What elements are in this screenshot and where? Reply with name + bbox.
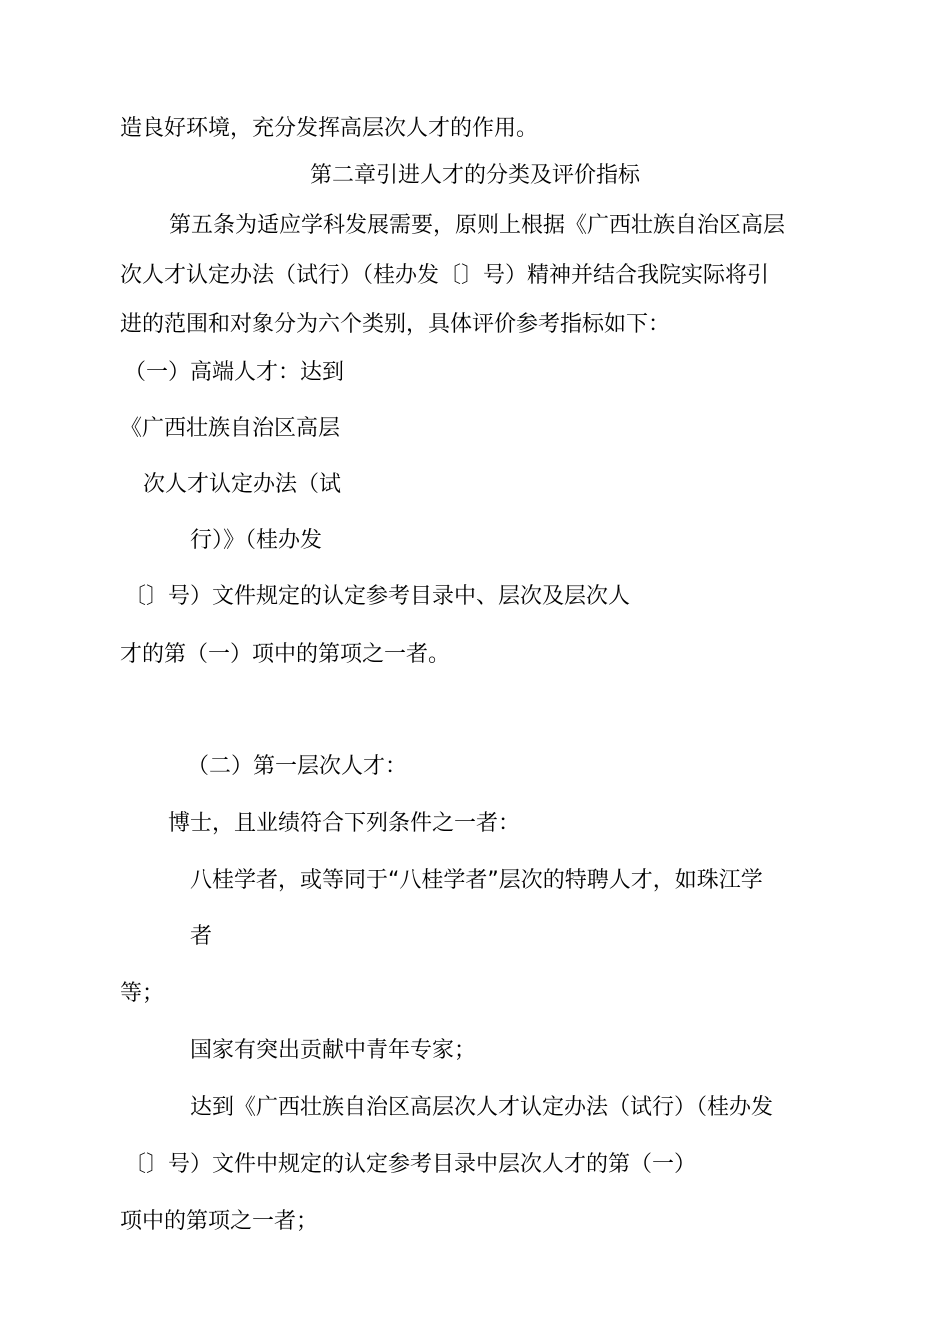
paragraph-line: 行）》（桂办发 <box>190 528 323 553</box>
section-heading-2: （二）第一层次人才： <box>187 754 408 779</box>
paragraph-line: 《广西壮族自治区高层 <box>120 416 341 441</box>
list-item-continuation: 等； <box>120 981 165 1006</box>
paragraph-line: 造良好环境，充分发挥高层次人才的作用。 <box>120 116 539 141</box>
article-five-line: 第五条为适应学科发展需要，原则上根据《广西壮族自治区高层 <box>169 213 786 238</box>
list-item-continuation: 者 <box>190 924 213 949</box>
list-item: 八桂学者，或等同于“八桂学者”层次的特聘人才，如珠江学 <box>190 868 763 893</box>
paragraph-line: 博士，且业绩符合下列条件之一者： <box>168 811 521 836</box>
list-item-continuation: 项中的第项之一者； <box>120 1209 319 1234</box>
list-item: 国家有突出贡献中青年专家； <box>190 1038 477 1063</box>
paragraph-line: 〔〕号）文件规定的认定参考目录中、层次及层次人 <box>124 584 631 609</box>
paragraph-line: 次人才认定办法（试 <box>143 472 342 497</box>
paragraph-line: 进的范围和对象分为六个类别，具体评价参考指标如下： <box>120 312 671 337</box>
chapter-heading: 第二章引进人才的分类及评价指标 <box>309 163 640 188</box>
paragraph-line: 次人才认定办法（试行）（桂办发〔〕号）精神并结合我院实际将引 <box>120 263 770 288</box>
list-item: 达到《广西壮族自治区高层次人才认定办法（试行）（桂办发 <box>190 1095 774 1120</box>
list-item-continuation: 〔〕号）文件中规定的认定参考目录中层次人才的第（一） <box>124 1152 697 1177</box>
paragraph-line: 才的第（一）项中的第项之一者。 <box>120 642 451 667</box>
section-heading-1: （一）高端人才：达到 <box>124 360 345 385</box>
